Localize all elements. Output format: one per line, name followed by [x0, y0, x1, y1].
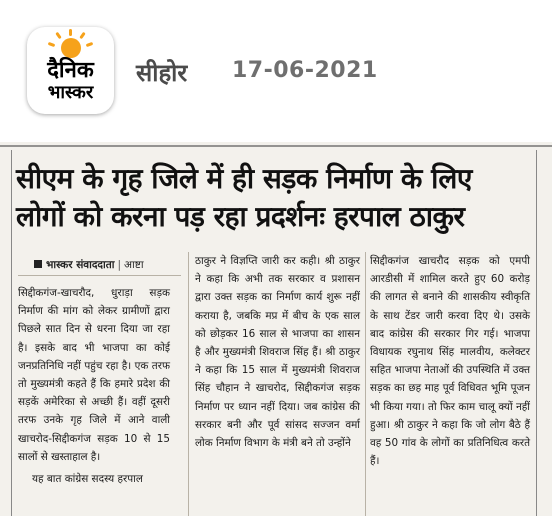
sun-ray [69, 29, 72, 36]
clipping-left-rule [11, 150, 12, 516]
article-byline [46, 258, 144, 272]
article-column-3 [370, 252, 530, 470]
article-paragraph: ठाकुर ने विज्ञप्ति जारी कर कही। श्री ठाकुर ने कहा कि अभी तक सरकार व प्रशासन द्वारा उक्त सड़क का निर्माण कार्य शुरू नहीं कराया है, जबकि मप्र में बीच के एक साल को छोड़कर 16 साल से भाजपा का शासन है और मुख्यमंत्री शिवराज सिंह हैं। श्री ठाकुर ने कहा कि 15 साल में मुख्यमंत्री शिवराज सिंह चौहान ने खाचरोद, सिद्दीकगंज सड़क निर्माण पर ध्यान नहीं दिया। जब कांग्रेस की सरकार बनी और पूर्व सांसद सज्जन वर्मा लोक निर्माण विभाग के मंत्री बने तो उन्होंने [195, 255, 360, 450]
headline-line2: लोगों को करना पड़ रहा प्रदर्शनः हरपाल ठाकुर [16, 200, 465, 233]
sun-icon [61, 38, 81, 58]
article-paragraph: सिद्दीकगंज-खाचरौद, धुराड़ा सड़क निर्माण की मांग को लेकर ग्रामीणों द्वारा पिछले सात दिन से धरना दिया जा रहा है। इसके बाद भी भाजपा का कोई जनप्रतिनिधि नहीं पहुंच रहा है। एक तरफ तो मुख्यमंत्री कहते हैं कि हमारे प्रदेश की सड़कें अमेरिका से अच्छी हैं। वहीं दूसरी तरफ उनके गृह जिले में आने वाली खाचरोद-सिद्दीकगंज सड़क 10 से 15 सालों से खस्ताहाल है। [18, 287, 170, 463]
edition-city[interactable]: सीहोर [136, 59, 188, 87]
adjacent-article-left-edge [0, 150, 10, 516]
column-divider [365, 252, 366, 516]
byline-place: आष्टा [123, 259, 144, 271]
article-column-2 [195, 252, 360, 452]
article-column-1 [18, 284, 170, 488]
edition-date[interactable]: 17-06-2021 [232, 58, 378, 83]
byline-divider [18, 275, 181, 276]
article-headline [16, 160, 536, 236]
sun-ray [86, 42, 94, 47]
column-divider [188, 252, 189, 516]
article-paragraph: सिद्दीकगंज खाचरौद सड़क को एमपी आरडीसी में शामिल करते हुए 60 करोड़ की लागत से बनाने की शासकीय स्वीकृति के साथ टेंडर जारी करवा दिए थे। उसके बाद कांग्रेस की सरकार गिर गई। भाजपा विधायक रघुनाथ सिंह मालवीय, कलेक्टर सहित भाजपा नेताओं की उपस्थिति में उक्त सड़क का छह माह पूर्व विधिवत भूमि पूजन भी किया गया। तो फिर काम चालू क्यों नहीं हुआ। श्री ठाकुर ने कहा कि जो लोग बैठे हैं वह 50 गांव के लोगों का प्रतिनिधित्व करते हैं। [370, 255, 530, 468]
logo-line1: दैनिक [47, 58, 94, 83]
clipping-top-rule [0, 145, 552, 147]
sun-ray [48, 42, 56, 47]
byline-marker [34, 260, 42, 268]
sun-ray [55, 32, 61, 39]
sun-ray [79, 32, 85, 39]
byline-author: भास्कर संवाददाता [46, 259, 115, 271]
dainik-bhaskar-logo[interactable] [27, 27, 114, 114]
article-paragraph: यह बात कांग्रेस सदस्य हरपाल [32, 473, 143, 486]
byline-separator: | [117, 259, 121, 271]
header-bar [0, 0, 552, 116]
adjacent-article-right-edge [540, 150, 552, 516]
logo-line2: भास्कर [47, 82, 94, 103]
headline-line1: सीएम के गृह जिले में ही सड़क निर्माण के लिए [16, 162, 472, 195]
clipping-right-rule [536, 150, 537, 516]
